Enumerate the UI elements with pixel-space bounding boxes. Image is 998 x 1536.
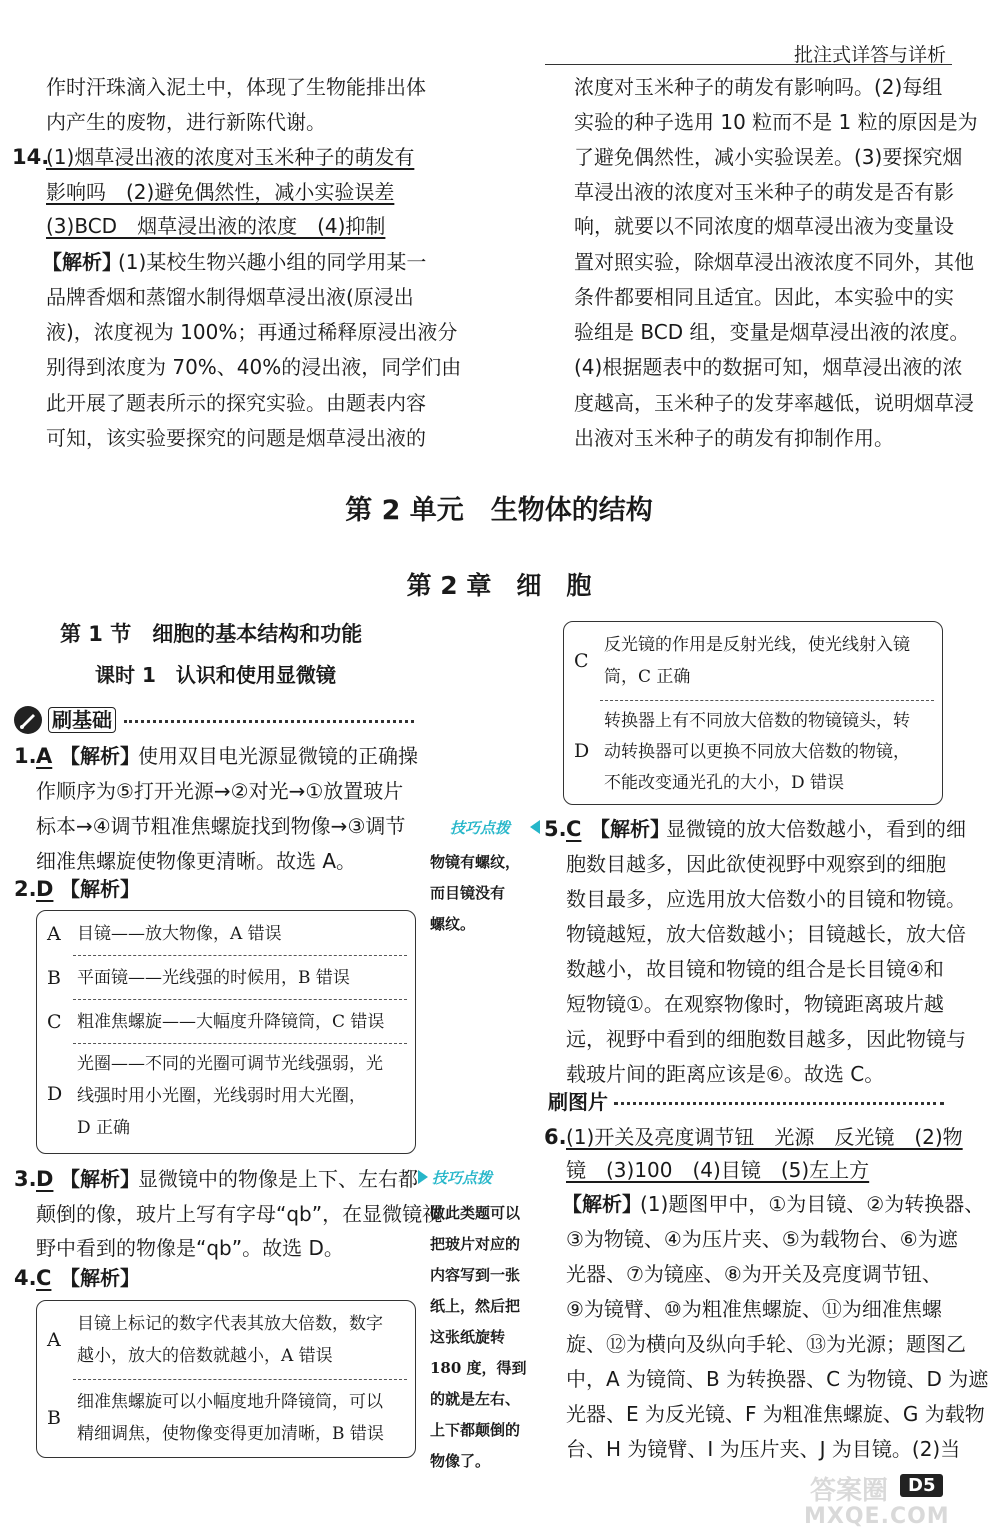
q2-row-c-key: C <box>47 1011 62 1033</box>
q14-number: 14. <box>12 145 50 169</box>
q5-line-2: 胞数目越多，因此欲使视野中观察到的细胞 <box>566 852 946 876</box>
q5-analysis-tag: 【解析】 <box>590 817 670 841</box>
q4-row-c-text-1: 反光镜的作用是反射光线，使光线射入镜 <box>604 635 910 655</box>
q2-row-b-key: B <box>47 967 61 989</box>
q14-right-line-4: 草浸出液的浓度对玉米种子的萌发是否有影 <box>574 180 954 204</box>
q2-analysis-tag: 【解析】 <box>60 877 140 901</box>
q1-line-3: 标本→④调节粗准焦螺旋找到物像→③调节 <box>36 814 406 838</box>
q6-answer-line-2: 镜 (3)100 (4)目镜 (5)左上方 <box>566 1158 870 1182</box>
q2-answer: D <box>36 877 54 901</box>
section-title: 第 1 节 细胞的基本结构和功能 <box>60 622 363 646</box>
q4-answer: C <box>36 1266 52 1290</box>
q14-answer-line-1: (1)烟草浸出液的浓度对玉米种子的萌发有 <box>46 145 415 169</box>
q14-right-line-2: 实验的种子选用 10 粒而不是 1 粒的原因是为 <box>574 110 978 134</box>
tip-2-line-7: 的就是左右、 <box>430 1390 521 1408</box>
q2-row-d-key: D <box>47 1083 63 1105</box>
q4-row-d <box>564 700 942 804</box>
q14-right-line-7: 条件都要相同且适宜。因此，本实验中的实 <box>574 285 954 309</box>
tip-1-line-3: 螺纹。 <box>430 915 476 933</box>
q2-row-a-key: A <box>47 923 61 945</box>
q2-row-b <box>37 955 415 999</box>
q14-right-line-6: 置对照实验，除烟草浸出液浓度不同外，其他 <box>574 250 974 274</box>
tip-2-line-9: 物像了。 <box>430 1452 491 1470</box>
q4-row-c-text-2: 筒，C 正确 <box>604 667 691 687</box>
watermark-top: 答案圈 <box>810 1476 889 1506</box>
watermark-logo <box>800 1470 960 1532</box>
tip-2-label: 技巧点拨 <box>432 1169 493 1187</box>
q1-line-1: 使用双目电光源显微镜的正确操 <box>138 744 418 768</box>
q4-row-d-text-1: 转换器上有不同放大倍数的物镜镜头，转 <box>604 711 910 731</box>
q14-answer-line-3: (3)BCD 烟草浸出液的浓度 (4)抑制 <box>46 214 386 238</box>
watermark-bottom: MXQE.COM <box>804 1504 950 1529</box>
tip-1-line-1: 物镜有螺纹， <box>430 853 521 871</box>
tip-1-arrow-icon <box>530 820 540 834</box>
page-number: D5 <box>900 1474 943 1497</box>
q1-analysis-tag: 【解析】 <box>60 744 140 768</box>
q14-answer-line-2: 影响吗 (2)避免偶然性，减小实验误差 <box>46 180 395 204</box>
basic-badge-dots <box>124 720 414 723</box>
q3-line-3: 野中看到的物像是“qb”。故选 D。 <box>36 1236 344 1260</box>
q6-answer-line-1: (1)开关及亮度调节钮 光源 反光镜 (2)物 <box>566 1125 963 1149</box>
q5-line-4: 物镜越短，放大倍数越小；目镜越长，放大倍 <box>566 922 966 946</box>
q14-analysis-line-4: 别得到浓度为 70%、40%的浸出液，同学们由 <box>46 355 462 379</box>
q3-line-1: 显微镜中的物像是上下、左右都 <box>138 1167 418 1191</box>
q6-line-1: (1)题图甲中，①为目镜、②为转换器、 <box>640 1192 985 1216</box>
q5-answer: C <box>566 817 582 841</box>
q4-row-a-text-1: 目镜上标记的数字代表其放大倍数，数字 <box>77 1314 383 1334</box>
tip-1-line-2: 而目镜没有 <box>430 884 506 902</box>
q5-line-3: 数目最多，应选用放大倍数小的目镜和物镜。 <box>566 887 966 911</box>
q4-row-d-key: D <box>574 740 590 762</box>
q3-number: 3. <box>14 1167 37 1191</box>
q4-options-table-left <box>36 1300 416 1458</box>
lesson-title: 课时 1 认识和使用显微镜 <box>95 663 336 687</box>
q2-options-table <box>36 910 416 1154</box>
tip-2-line-3: 内容写到一张 <box>430 1266 521 1284</box>
q1-answer: A <box>36 744 53 768</box>
q2-row-a <box>37 911 415 955</box>
q4-row-a-text-2: 越小，放大的倍数就越小，A 错误 <box>77 1346 333 1366</box>
q14-right-line-5: 响，就要以不同浓度的烟草浸出液为变量设 <box>574 214 954 238</box>
q4-row-d-text-2: 动转换器可以更换不同放大倍数的物镜， <box>604 742 910 762</box>
q6-line-7: 光器、E 为反光镜、F 为粗准焦螺旋、G 为载物 <box>566 1402 985 1426</box>
q14-right-line-9: (4)根据题表中的数据可知，烟草浸出液的浓 <box>574 355 963 379</box>
q3-answer: D <box>36 1167 54 1191</box>
picture-badge-label: 刷图片 <box>548 1090 608 1114</box>
unit-title: 第 2 单元 生物体的结构 <box>345 495 653 526</box>
q6-number: 6. <box>544 1125 567 1149</box>
q4-row-b-text-1: 细准焦螺旋可以小幅度地升降镜筒，可以 <box>77 1392 383 1412</box>
q1-number: 1. <box>14 744 37 768</box>
q14-continuation-line-1: 作时汗珠滴入泥土中，体现了生物能排出体 <box>46 75 426 99</box>
tip-2-line-5: 这张纸旋转 <box>430 1328 506 1346</box>
q5-line-5: 数越小，故目镜和物镜的组合是长目镜④和 <box>566 957 944 981</box>
q2-row-d-text-3: D 正确 <box>77 1118 131 1138</box>
q6-line-3: 光器、⑦为镜座、⑧为开关及亮度调节钮、 <box>566 1262 942 1286</box>
q6-line-5: 旋、⑫为横向及纵向手轮、⑬为光源；题图乙 <box>566 1332 966 1356</box>
q5-line-7: 远，视野中看到的细胞数目越多，因此物镜与 <box>566 1027 966 1051</box>
tip-2-line-4: 纸上，然后把 <box>430 1297 521 1315</box>
q14-analysis-line-3: 液)，浓度视为 100%；再通过稀释原浸出液分 <box>46 320 458 344</box>
q4-row-b-key: B <box>47 1407 61 1429</box>
q2-row-d <box>37 1043 415 1151</box>
chapter-title: 第 2 章 细 胞 <box>406 571 592 600</box>
q5-line-6: 短物镜①。在观察物像时，物镜距离玻片越 <box>566 992 944 1016</box>
q3-analysis-tag: 【解析】 <box>60 1167 140 1191</box>
q4-row-b-text-2: 精细调焦，使物像变得更加清晰，B 错误 <box>77 1424 384 1444</box>
q2-row-d-text-1: 光圈——不同的光圈可调节光线强弱，光 <box>77 1054 383 1074</box>
q2-number: 2. <box>14 877 37 901</box>
q14-analysis-tag: 【解析】 <box>42 250 122 274</box>
q2-row-c <box>37 999 415 1043</box>
q14-right-line-10: 度越高，玉米种子的发芽率越低，说明烟草浸 <box>574 391 974 415</box>
q5-line-1: 显微镜的放大倍数越小，看到的细 <box>666 817 966 841</box>
q5-line-8: 载玻片间的距离应该是⑥。故选 C。 <box>566 1062 885 1086</box>
q3-line-2: 颠倒的像，玻片上写有字母“qb”，在显微镜视 <box>36 1202 443 1226</box>
header-title: 批注式详答与详析 <box>793 44 946 66</box>
q2-row-d-text-2: 线强时用小光圈，光线弱时用大光圈， <box>77 1086 366 1106</box>
picture-badge-dots <box>614 1102 944 1105</box>
basic-badge <box>14 706 414 736</box>
header-rule <box>545 64 952 65</box>
q2-row-c-text: 粗准焦螺旋——大幅度升降镜筒，C 错误 <box>77 1012 385 1032</box>
q14-right-line-8: 验组是 BCD 组，变量是烟草浸出液的浓度。 <box>574 320 970 344</box>
q4-row-d-text-3: 不能改变通光孔的大小，D 错误 <box>604 773 845 793</box>
q14-analysis-line-2: 品牌香烟和蒸馏水制得烟草浸出液(原浸出 <box>46 285 414 309</box>
q4-options-table-right <box>563 621 943 805</box>
q1-line-4: 细准焦螺旋使物像更清晰。故选 A。 <box>36 849 357 873</box>
q14-continuation-line-2: 内产生的废物，进行新陈代谢。 <box>46 110 326 134</box>
q4-row-c-key: C <box>574 650 589 672</box>
q2-row-a-text: 目镜——放大物像，A 错误 <box>77 924 282 944</box>
basic-badge-icon <box>14 706 42 734</box>
q14-analysis-line-1: (1)某校生物兴趣小组的同学用某一 <box>118 250 427 274</box>
tip-2-line-8: 上下都颠倒的 <box>430 1421 521 1439</box>
q4-analysis-tag: 【解析】 <box>60 1266 140 1290</box>
q6-line-8: 台、H 为镜臂、I 为压片夹、J 为目镜。(2)当 <box>566 1437 961 1461</box>
q6-line-2: ③为物镜、④为压片夹、⑤为载物台、⑥为遮 <box>566 1227 958 1251</box>
tip-2-line-6: 180 度，得到 <box>430 1359 527 1377</box>
q6-line-4: ⑨为镜臂、⑩为粗准焦螺旋、⑪为细准焦螺 <box>566 1297 942 1321</box>
q4-row-a-key: A <box>47 1329 61 1351</box>
q6-line-6: 中，A 为镜筒、B 为转换器、C 为物镜、D 为遮 <box>566 1367 989 1391</box>
q4-number: 4. <box>14 1266 37 1290</box>
tip-2-arrow-icon <box>418 1170 428 1184</box>
q6-analysis-tag: 【解析】 <box>562 1192 642 1216</box>
q14-right-line-1: 浓度对玉米种子的萌发有影响吗。(2)每组 <box>574 75 943 99</box>
basic-badge-label: 刷基础 <box>48 707 116 733</box>
tip-2-line-1: 做此类题可以 <box>430 1204 521 1222</box>
q4-row-b <box>37 1379 415 1457</box>
tip-1-label: 技巧点拨 <box>450 819 511 837</box>
q14-right-line-3: 了避免偶然性，减小实验误差。(3)要探究烟 <box>574 145 963 169</box>
tip-2-line-2: 把玻片对应的 <box>430 1235 521 1253</box>
q1-line-2: 作顺序为⑤打开光源→②对光→①放置玻片 <box>36 779 404 803</box>
q2-row-b-text: 平面镜——光线强的时候用，B 错误 <box>77 968 350 988</box>
q5-number: 5. <box>544 817 567 841</box>
q14-analysis-line-6: 可知，该实验要探究的问题是烟草浸出液的 <box>46 426 426 450</box>
q4-row-c <box>564 622 942 700</box>
q14-analysis-line-5: 此开展了题表所示的探究实验。由题表内容 <box>46 391 426 415</box>
q4-row-a <box>37 1301 415 1379</box>
q14-right-line-11: 出液对玉米种子的萌发有抑制作用。 <box>574 426 894 450</box>
